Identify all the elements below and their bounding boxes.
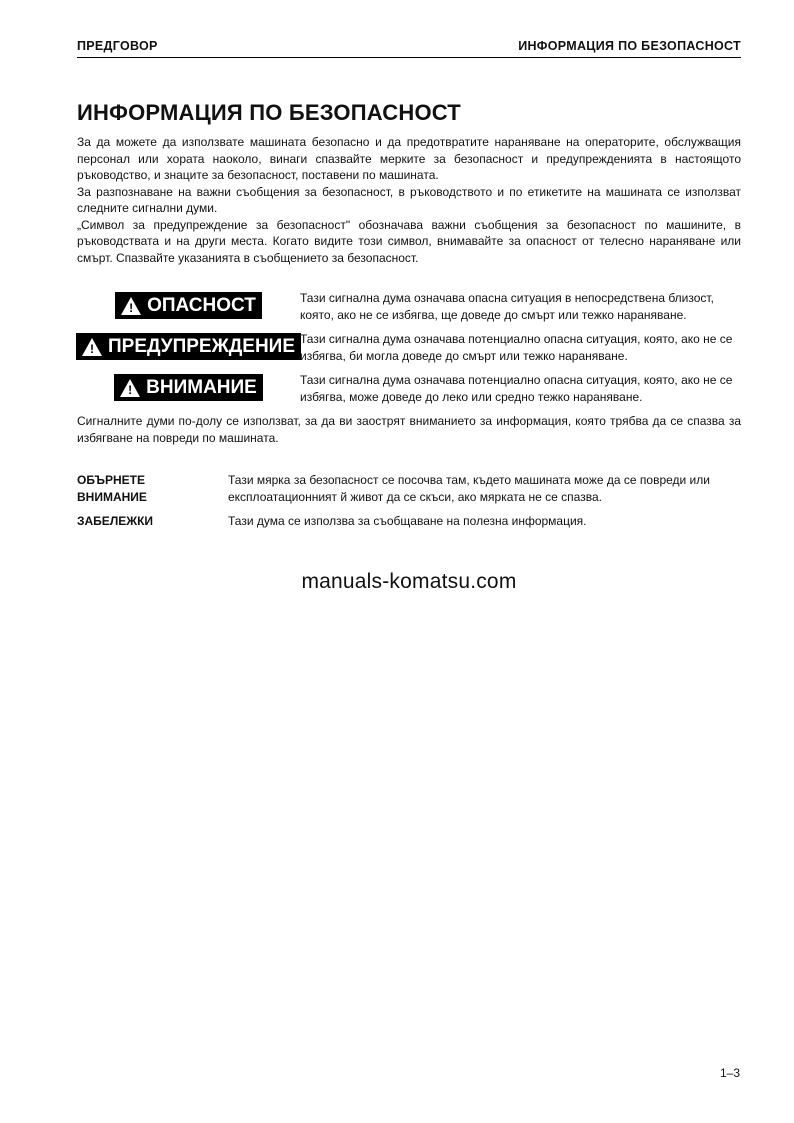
danger-row (77, 290, 741, 323)
notice-description: Тази мярка за безопасност се посочва там, където машината може да се повреди или експлоатационният й живот да се скъси, ако мярката не се спазва. (228, 473, 710, 504)
caution-label-cell (77, 372, 300, 401)
danger-label (115, 292, 262, 319)
caution-label (114, 374, 263, 401)
remarks-description: Тази дума се използва за съобщаване на полезна информация. (228, 514, 587, 528)
watermark: manuals-komatsu.com (301, 569, 517, 593)
warning-triangle-icon: ! (121, 297, 141, 315)
header-topic: ИНФОРМАЦИЯ ПО БЕЗОПАСНОСТ (518, 39, 741, 53)
notice-row (77, 472, 741, 505)
notice-term (77, 472, 228, 505)
term-line: ОБЪРНЕТЕ (77, 473, 145, 487)
header-section: ПРЕДГОВОР (77, 39, 158, 53)
header-divider (77, 57, 741, 58)
intro-paragraph: „Символ за предупреждение за безопасност" обозначава важни съобщения за безопасност по машините, в ръководствата и на други места. Когато видите този символ, внимавайте за опасност от телесно нараняване или смърт. Спазвайте указанията в съобщението за безопасност. (77, 217, 741, 265)
page-number: 1–3 (719, 1066, 740, 1080)
intro-text (77, 134, 741, 266)
remarks-row (77, 513, 741, 530)
signal-word: ОПАСНОСТ (147, 294, 256, 316)
warning-description: Тази сигнална дума означава потенциално опасна ситуация, която, ако не се избягва, би могла доведе до смърт или тежко нараняване. (300, 332, 733, 363)
warning-triangle-icon: ! (120, 379, 140, 397)
remarks-term: ЗАБЕЛЕЖКИ (77, 514, 154, 528)
signal-words (77, 290, 741, 405)
intro-paragraph: За да можете да използвате машината безопасно и да предотвратите нараняване на операторите, обслужващия персонал или хората наоколо, винаги спазвайте мерките за безопасност и предупрежденията в настоящото ръководство, и знаците за безопасност, поставени по машината. (77, 135, 741, 182)
warning-label (76, 333, 301, 360)
signal-word: ПРЕДУПРЕЖДЕНИЕ (107, 335, 296, 357)
danger-description: Тази сигнална дума означава опасна ситуация в непосредствена близост, която, ако не се избягва, ще доведе до смърт или тежко нараняване. (300, 291, 714, 322)
warning-label-cell (77, 331, 300, 360)
term-line: ВНИМАНИЕ (77, 489, 147, 504)
intro-paragraph: За разпознаване на важни съобщения за безопасност, в ръководството и по етикетите на машината се използват следните сигнални думи. (77, 184, 741, 215)
signal-word: ВНИМАНИЕ (146, 376, 257, 398)
warning-triangle-icon: ! (82, 338, 102, 356)
page-title: ИНФОРМАЦИЯ ПО БЕЗОПАСНОСТ (77, 100, 461, 125)
warning-row (77, 331, 741, 364)
terms-list (77, 472, 741, 530)
signal-words-note: Сигналните думи по-долу се използват, за да ви заострят вниманието за информация, която трябва да се спазва за избягване на повреди по машината. (77, 414, 741, 445)
caution-description: Тази сигнална дума означава потенциално опасна ситуация, която, ако не се избягва, може доведе до леко или средно тежко нараняване. (300, 373, 733, 404)
caution-row (77, 372, 741, 405)
danger-label-cell (77, 290, 300, 319)
page-content (77, 100, 741, 594)
